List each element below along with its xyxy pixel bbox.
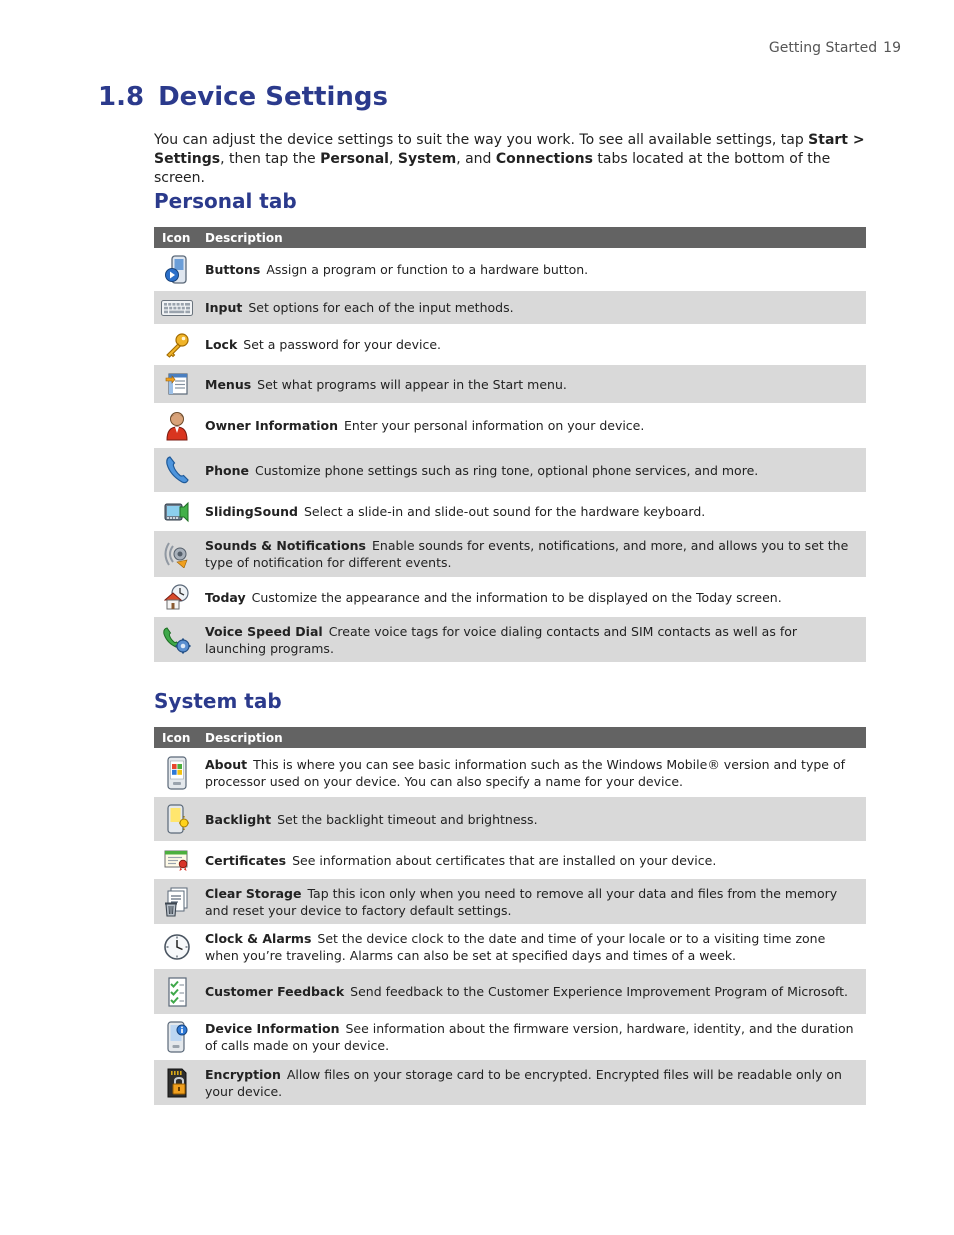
intro-text: , then tap the [220,151,321,167]
table-header-row [154,227,866,248]
table-row [154,448,866,492]
table-row [154,577,866,617]
setting-description: Select a slide-in and slide-out sound for the hardware keyboard. [304,504,706,519]
setting-name: Encryption [205,1066,281,1082]
setting-name: Device Information [205,1021,340,1036]
table-row [154,879,866,924]
clear-storage-icon [163,887,191,917]
setting-description: Enable sounds for events, notifications, and more, and allows you to set the type of notification for different events. [205,538,849,570]
checklist-icon [165,977,189,1007]
setting-description: Set what programs will appear in the Start menu. [257,376,567,392]
person-icon [165,411,189,441]
header-section: Getting Started [768,40,878,56]
phone-icon [165,455,189,485]
setting-description: Customize the appearance and the information to be displayed on the Today screen. [251,589,782,605]
table-row [154,365,866,403]
setting-description: Set a password for your device. [243,337,442,352]
setting-description: Tap this icon only when you need to remove all your data and files from the memory and reset your device to factory default settings. [205,885,838,918]
page-number: 19 [883,40,901,56]
setting-name: Certificates [205,852,287,868]
setting-name: About [205,756,248,772]
intro-paragraph [154,131,866,188]
table-row [154,1014,866,1060]
setting-description: Send feedback to the Customer Experience Improvement Program of Microsoft. [350,984,849,999]
device-info-icon [166,1021,188,1053]
table-row [154,841,866,879]
table-row [154,248,866,291]
intro-bold-system: System [397,151,457,167]
setting-name: Phone [205,462,250,478]
table-row [154,748,866,797]
today-icon [164,584,190,610]
setting-description: Set options for each of the input methods. [248,300,514,315]
col-header-description: Description [200,227,866,248]
setting-name: Lock [205,337,238,352]
setting-name: Customer Feedback [205,984,345,999]
setting-name: Buttons [205,262,261,277]
setting-name: SlidingSound [205,504,298,519]
sound-icon [163,540,191,568]
setting-description: See information about the firmware version, hardware, identity, and the duration of calls made on your device. [205,1021,854,1053]
table-row [154,924,866,969]
about-icon [166,756,188,790]
setting-name: Sounds & Notifications [205,538,366,553]
intro-text: tabs located at the bottom of the screen. [154,151,831,186]
table-row [154,291,866,324]
setting-name: Today [205,589,246,605]
section-number: 1.8 [98,82,145,112]
setting-description: Set the backlight timeout and brightness. [277,811,538,827]
setting-name: Clock & Alarms [205,930,312,946]
table-header-row [154,727,866,748]
section-title-text: Device Settings [158,82,388,112]
setting-name: Menus [205,376,252,392]
table-row [154,797,866,841]
intro-text: You can adjust the device settings to suit the way you work. To see all available settings, tap [154,132,809,148]
setting-description: Set the device clock to the date and time of your locale or to a visiting time zone when you’re traveling. Alarms can also be set at specified days and times of a week. [205,930,826,963]
clock-icon [163,933,191,961]
system-tab-heading: System tab [154,689,282,713]
table-row [154,492,866,531]
keyboard-icon [161,299,193,317]
table-row [154,403,866,448]
setting-name: Voice Speed Dial [205,623,323,639]
backlight-icon [165,804,189,834]
col-header-description: Description [200,727,866,748]
page-title [98,82,388,112]
voice-dial-icon [163,626,191,654]
menu-icon [165,372,189,396]
intro-bold-start-settings: Start > Settings [154,132,865,167]
setting-description: This is where you can see basic information such as the Windows Mobile® version and type of processor used on your device. You can also specify a name for your device. [205,756,845,789]
table-row [154,969,866,1014]
setting-name: Backlight [205,811,272,827]
setting-description: Allow files on your storage card to be encrypted. Encrypted files will be readable only on your device. [205,1066,842,1099]
col-header-icon: Icon [154,227,200,248]
intro-text: , and [456,151,496,167]
setting-description: Enter your personal information on your device. [344,418,645,433]
setting-name: Input [205,300,243,315]
setting-description: Create voice tags for voice dialing contacts and SIM contacts as well as for launching programs. [205,623,798,656]
table-row [154,617,866,662]
running-header [769,40,901,56]
table-row [154,531,866,577]
table-row [154,1060,866,1105]
table-row [154,324,866,365]
encryption-icon [165,1068,189,1098]
certificate-icon [164,849,190,871]
sliding-sound-icon [164,499,190,525]
setting-description: Assign a program or function to a hardware button. [266,262,589,277]
setting-name: Clear Storage [205,885,302,901]
system-settings-table [154,727,866,1105]
buttons-icon [164,255,190,285]
setting-name: Owner Information [205,418,339,433]
setting-description: See information about certificates that are installed on your device. [292,852,717,868]
intro-text: , [388,151,398,167]
col-header-icon: Icon [154,727,200,748]
personal-settings-table [154,227,866,662]
setting-description: Customize phone settings such as ring tone, optional phone services, and more. [255,462,759,478]
key-icon [164,332,190,358]
intro-bold-personal: Personal [320,151,389,167]
personal-tab-heading: Personal tab [154,189,297,213]
intro-bold-connections: Connections [495,151,593,167]
